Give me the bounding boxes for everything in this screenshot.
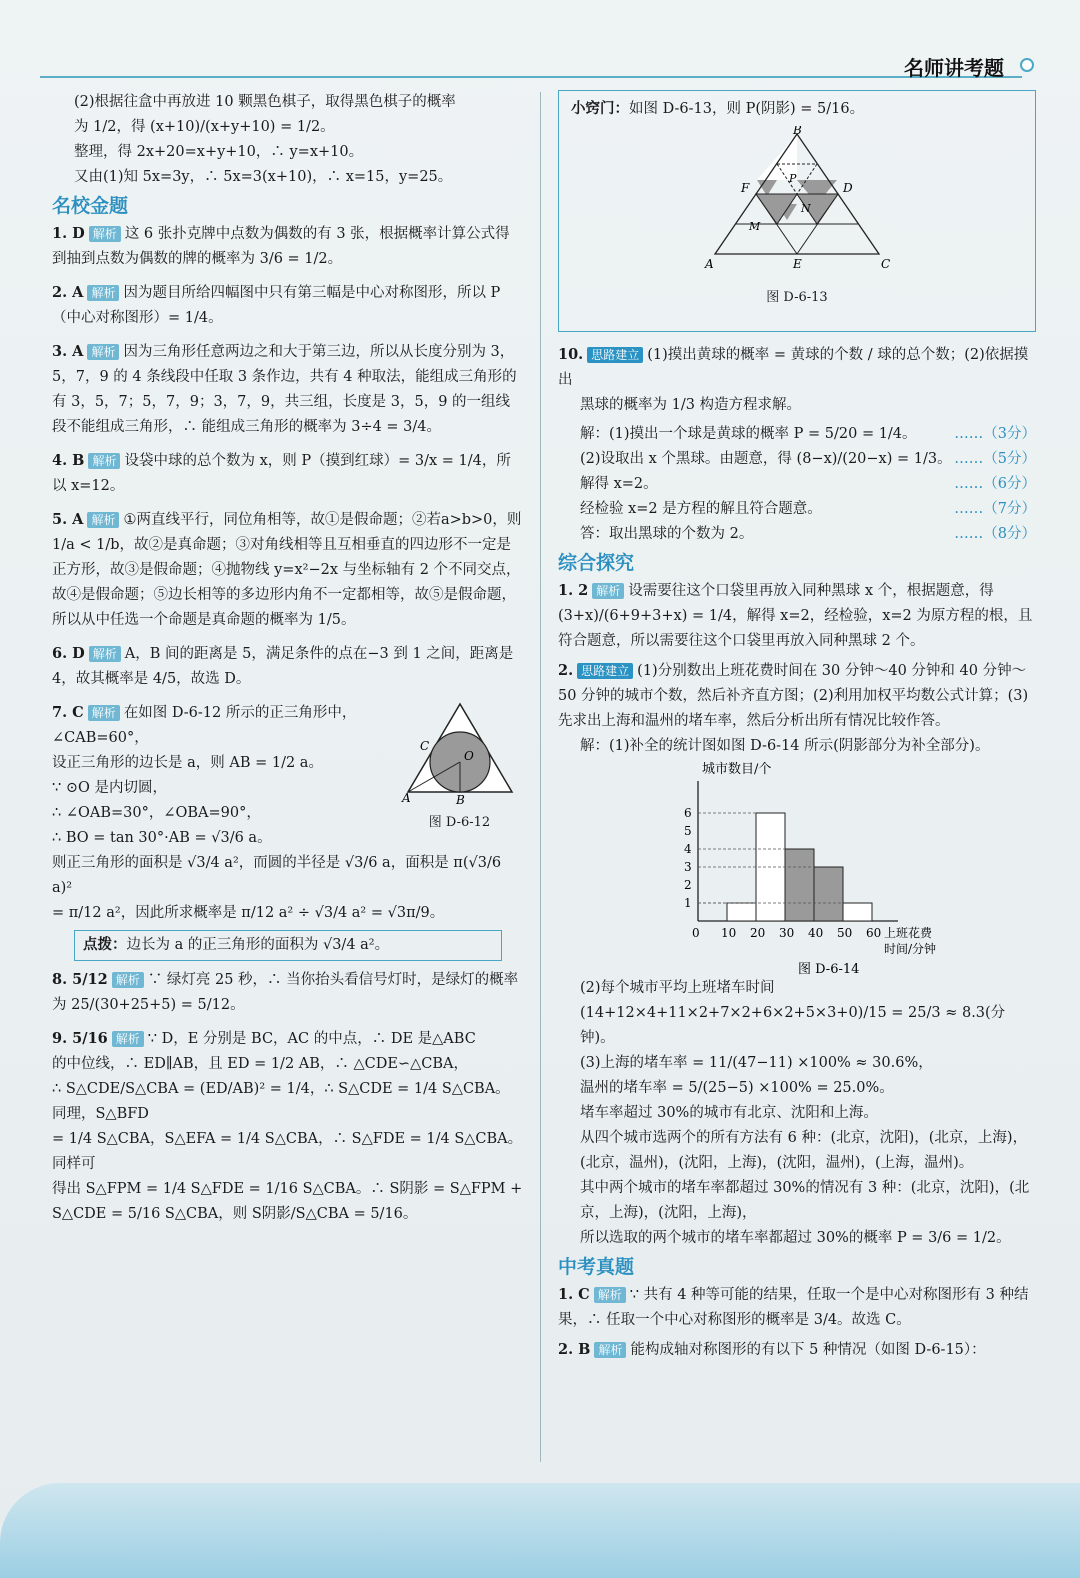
svg-text:N: N (801, 202, 811, 215)
answer-number: 5. A (52, 511, 84, 528)
section-title: 名校金题 (52, 195, 129, 217)
analysis-tag: 解析 (594, 1342, 626, 1358)
answer-number: 8. 5/12 (52, 971, 108, 988)
tip-box (74, 930, 502, 961)
answer-item (52, 641, 524, 692)
analysis-tag: 解析 (112, 1031, 144, 1047)
header-title: 名师讲考题 (904, 56, 1004, 80)
answer-text: ∵ 共有 4 种等可能的结果，任取一个是中心对称图形有 3 种结果，∴ 任取一个中心对称图形的概率是 3/4。故选 C。 (558, 1287, 1029, 1328)
answer-item (52, 507, 524, 633)
solution-line: 所以选取的两个城市的堵车率都超过 30%的概率 P = 3/6 = 1/2。 (580, 1230, 1011, 1246)
histogram-figure (668, 761, 948, 976)
answer-number: 10. (558, 346, 584, 363)
svg-text:A: A (401, 791, 411, 805)
answer-line: ∵ ⊙O 是内切圆， (52, 780, 167, 796)
trick-text: 如图 D-6-13，则 P(阴影) = 5/16。 (629, 101, 865, 117)
answer-text: ①两直线平行，同位角相等，故①是假命题；②若a>b>0，则 1/a < 1/b，故②是真命题；③对角线相等且互相垂直的四边形不一定是正方形，故③是假命题；④抛物线 y=x²−2x 与坐标轴有 2 个不同交点，故④是假命题；⑤边长相等的多边形内角不一定都相等，故⑤是假命题，所以从中任选一个命题是真命题的概率为 1/5。 (52, 512, 522, 628)
answer-text: 能构成轴对称图形的有以下 5 种情况（如图 D-6-15）： (630, 1342, 986, 1358)
y-tick-label: 1 (684, 896, 692, 910)
answer-text: 设需要往这个口袋里再放入同种黑球 x 个，根据题意，得 (3+x)/(6+9+3+x) = 1/4，解得 x=2，经检验，x=2 为原方程的根，且符合题意，所以需要往这个口袋里再放入同种黑球 2 个。 (558, 583, 1033, 649)
intro-line: 又由(1)知 5x=3y，∴ 5x=3(x+10)，∴ x=15，y=25。 (74, 169, 453, 185)
answer-item-9 (52, 1026, 524, 1227)
answer-text: ∵ 绿灯亮 25 秒，∴ 当你抬头看信号灯时，是绿灯的概率为 25/(30+25+5) = 5/12。 (52, 972, 519, 1013)
answer-item-7 (52, 700, 524, 926)
analysis-tag: 解析 (592, 583, 624, 599)
analysis-tag: 解析 (89, 226, 121, 242)
score-mark: ……（5分） (954, 451, 1036, 467)
header-dot-icon (1020, 58, 1034, 72)
answer-item-10 (558, 342, 1036, 547)
analysis-tag: 解析 (594, 1287, 626, 1303)
score-mark: ……（6分） (954, 476, 1036, 492)
trick-line (571, 97, 1023, 122)
solution-block (558, 422, 1036, 547)
solution-line (580, 422, 1036, 447)
x-tick-label: 0 (692, 926, 700, 940)
y-tick-label: 4 (684, 842, 692, 856)
answer-line: 黑球的概率为 1/3 构造方程求解。 (580, 397, 802, 413)
solution-line (580, 522, 1036, 547)
column-divider (540, 92, 541, 1462)
intro-line: (2)根据往盒中再放进 10 颗黑色棋子，取得黑色棋子的概率 (74, 94, 456, 110)
bottom-decoration-bar (0, 1483, 1080, 1578)
trick-label: 小窍门： (571, 101, 629, 117)
answer-line (558, 342, 1036, 393)
answer-number: 7. C (52, 704, 84, 721)
histogram-bar (814, 867, 843, 921)
y-tick-label: 2 (684, 878, 692, 892)
answer-item (52, 967, 524, 1018)
figure-caption: 图 D-6-13 (766, 290, 828, 305)
solution-line: (2)每个城市平均上班堵车时间 (580, 980, 775, 996)
triangle-incircle-figure (400, 700, 520, 805)
solution-line (580, 497, 1036, 522)
x-tick-label: 40 (808, 926, 824, 940)
right-column (558, 90, 1036, 1363)
section-title: 中考真题 (558, 1256, 635, 1278)
score-mark: ……（7分） (954, 501, 1036, 517)
answer-text: 在如图 D-6-12 所示的正三角形中，∠CAB=60°， (52, 705, 357, 746)
answer-number: 2. B (558, 1341, 591, 1358)
answer-line: = π/12 a²，因此所求概率是 π/12 a² ÷ √3/4 a² = √3π/9。 (52, 905, 445, 921)
figure-d-6-12 (397, 700, 522, 832)
analysis-tag: 解析 (87, 344, 119, 360)
solution-text: 经检验 x=2 是方程的解且符合题意。 (580, 501, 822, 517)
figure-d-6-13 (571, 126, 1023, 310)
x-axis-label: 时间/分钟 (884, 942, 937, 956)
tip-text: 边长为 a 的正三角形的面积为 √3/4 a²。 (126, 937, 390, 953)
solution-text: 答：取出黑球的个数为 2。 (580, 526, 754, 542)
answer-line: 设正三角形的边长是 a，则 AB = 1/2 a。 (52, 755, 323, 771)
answer-text: A，B 间的距离是 5，满足条件的点在−3 到 1 之间，距离是 4，故其概率是 4/5，故选 D。 (52, 646, 514, 687)
svg-text:P: P (789, 172, 797, 185)
x-axis-label: 上班花费 (884, 926, 933, 940)
x-tick-label: 20 (750, 926, 766, 940)
analysis-tag: 解析 (112, 972, 144, 988)
answer-number: 6. D (52, 645, 85, 662)
answer-number: 1. C (558, 1286, 590, 1303)
svg-text:M: M (749, 220, 761, 233)
solution-line: 堵车率超过 30%的城市有北京、沈阳和上海。 (580, 1105, 878, 1121)
svg-text:B: B (793, 126, 802, 137)
triangle-subdivision-figure (697, 126, 897, 276)
answer-item (52, 221, 524, 272)
answer-number: 4. B (52, 452, 85, 469)
y-tick-label: 3 (684, 860, 692, 874)
thinking-tag: 思路建立 (587, 347, 643, 363)
analysis-tag: 解析 (89, 646, 121, 662)
solution-text: (2)设取出 x 个黑球。由题意，得 (8−x)/(20−x) = 1/3。 (580, 451, 952, 467)
solution-line: 从四个城市选两个的所有方法有 6 种：(北京，沈阳)，(北京，上海)，(北京，温州)，(沈阳，上海)，(沈阳，温州)，(上海，温州)。 (580, 1130, 1028, 1171)
answer-text: 设袋中球的总个数为 x，则 P（摸到红球）= 3/x = 1/4，所以 x=12。 (52, 453, 511, 494)
solution-line: (3)上海的堵车率 = 11/(47−11) ×100% ≈ 30.6%， (580, 1055, 933, 1071)
svg-text:A: A (705, 257, 714, 271)
figure-caption: 图 D-6-12 (428, 815, 491, 830)
svg-text:B: B (455, 793, 465, 805)
header-rule (40, 76, 1022, 78)
answer-line (52, 1026, 524, 1052)
answer-line (52, 700, 382, 751)
intro-block (52, 90, 524, 190)
solution-line: (14+12×4+11×2+7×2+6×2+5×3+0)/15 = 25/3 ≈ 8.3(分钟)。 (580, 1005, 1006, 1046)
histogram-bar (843, 903, 872, 921)
answer-line: 的中位线，∴ ED∥AB，且 ED = 1/2 AB，∴ △CDE∽△CBA， (52, 1056, 468, 1072)
answer-line: ∴ BO = tan 30°·AB = √3/6 a。 (52, 830, 272, 846)
answer-text: 因为三角形任意两边之和大于第三边，所以从长度分别为 3，5，7，9 的 4 条线段中任取 3 条作边，共有 4 种取法，能组成三角形的有 3，5，7；5，7，9；3，7，9，共三组，长度是 3，5，9 的一组线段不能组成三角形，∴ 能组成三角形的概率为 3÷4 = 3/4。 (52, 344, 517, 435)
thinking-tag: 思路建立 (577, 663, 633, 679)
histogram-bar (727, 903, 756, 921)
trick-box (558, 90, 1036, 332)
solution-text: 解得 x=2。 (580, 476, 658, 492)
y-tick-label: 5 (684, 824, 692, 838)
analysis-tag: 解析 (88, 705, 120, 721)
answer-item (558, 658, 1036, 734)
answer-item (52, 448, 524, 499)
answer-line: ∴ ∠OAB=30°，∠OBA=90°， (52, 805, 261, 821)
histogram-bar (785, 849, 814, 921)
answer-line: S△CDE = 5/16 S△CBA，则 S阴影/S△CBA = 5/16。 (52, 1206, 418, 1222)
analysis-tag: 解析 (87, 285, 119, 301)
svg-text:O: O (463, 749, 474, 763)
tip-label: 点拨： (83, 937, 127, 953)
solution-line (580, 447, 1036, 472)
svg-text:E: E (793, 257, 802, 271)
analysis-tag: 解析 (88, 453, 120, 469)
intro-line: 整理，得 2x+20=x+y+10，∴ y=x+10。 (74, 144, 364, 160)
section-title: 综合探究 (558, 552, 635, 574)
answer-item (52, 280, 524, 331)
figure-caption: 图 D-6-14 (798, 962, 860, 976)
svg-text:C: C (419, 739, 429, 753)
answer-number: 1. D (52, 225, 85, 242)
x-tick-label: 60 (866, 926, 882, 940)
score-mark: ……（3分） (954, 426, 1036, 442)
solution-line: 温州的堵车率 = 5/(25−5) ×100% = 25.0%。 (580, 1080, 894, 1096)
answer-number: 2. A (52, 284, 84, 301)
answer-number: 1. 2 (558, 582, 589, 599)
answer-text: 因为题目所给四幅图中只有第三幅是中心对称图形，所以 P（中心对称图形）= 1/4。 (52, 285, 501, 326)
answer-text: ∵ D，E 分别是 BC，AC 的中点，∴ DE 是△ABC (147, 1031, 476, 1047)
answer-number: 2. (558, 662, 574, 679)
y-tick-label: 6 (684, 806, 692, 820)
answer-line: = 1/4 S△CBA，S△EFA = 1/4 S△CBA，∴ S△FDE = 1/4 S△CBA。同样可 (52, 1131, 523, 1172)
solution-line: 解：(1)补全的统计图如图 D-6-14 所示(阴影部分为补全部分)。 (580, 738, 990, 754)
page-header (40, 52, 1062, 80)
y-axis-label: 城市数目/个 (702, 762, 772, 777)
histogram-chart (668, 761, 948, 976)
x-tick-label: 50 (837, 926, 853, 940)
solution-line (580, 472, 1036, 497)
answer-item (558, 1282, 1036, 1333)
intro-line: 为 1/2，得 (x+10)/(x+y+10) = 1/2。 (74, 119, 335, 135)
solution-line: 其中两个城市的堵车率都超过 30%的情况有 3 种：(北京，沈阳)，(北京，上海)，(沈阳，上海)， (580, 1180, 1030, 1221)
answer-line: 则正三角形的面积是 √3/4 a²，而圆的半径是 √3/6 a，面积是 π(√3/6 a)² (52, 855, 502, 896)
answer-line: ∴ S△CDE/S△CBA = (ED/AB)² = 1/4，∴ S△CDE = 1/4 S△CBA。同理，S△BFD (52, 1081, 510, 1122)
analysis-tag: 解析 (87, 512, 119, 528)
svg-text:F: F (741, 181, 750, 195)
x-tick-label: 10 (721, 926, 737, 940)
svg-text:C: C (881, 257, 891, 271)
left-column (52, 90, 524, 1227)
solution-text: 解：(1)摸出一个球是黄球的概率 P = 5/20 = 1/4。 (580, 426, 917, 442)
answer-text: (1)分别数出上班花费时间在 30 分钟～40 分钟和 40 分钟～50 分钟的城市个数，然后补齐直方图；(2)利用加权平均数公式计算；(3)先求出上海和温州的堵车率，然后分析出所有情况比较作答。 (558, 663, 1029, 729)
answer-number: 9. 5/16 (52, 1030, 108, 1047)
x-tick-label: 30 (779, 926, 795, 940)
answer-item (52, 339, 524, 440)
score-mark: ……（8分） (954, 526, 1036, 542)
answer-line: 得出 S△FPM = 1/4 S△FDE = 1/16 S△CBA。∴ S阴影 = S△FPM + (52, 1181, 523, 1197)
answer-text: 这 6 张扑克牌中点数为偶数的有 3 张，根据概率计算公式得到抽到点数为偶数的牌的概率为 3/6 = 1/2。 (52, 226, 510, 267)
answer-item (558, 1337, 1036, 1363)
answer-text: (1)摸出黄球的概率 = 黄球的个数 / 球的总个数；(2)依据摸出 (558, 347, 1029, 388)
answer-item (558, 578, 1036, 654)
svg-text:D: D (843, 181, 853, 195)
answer-number: 3. A (52, 343, 84, 360)
